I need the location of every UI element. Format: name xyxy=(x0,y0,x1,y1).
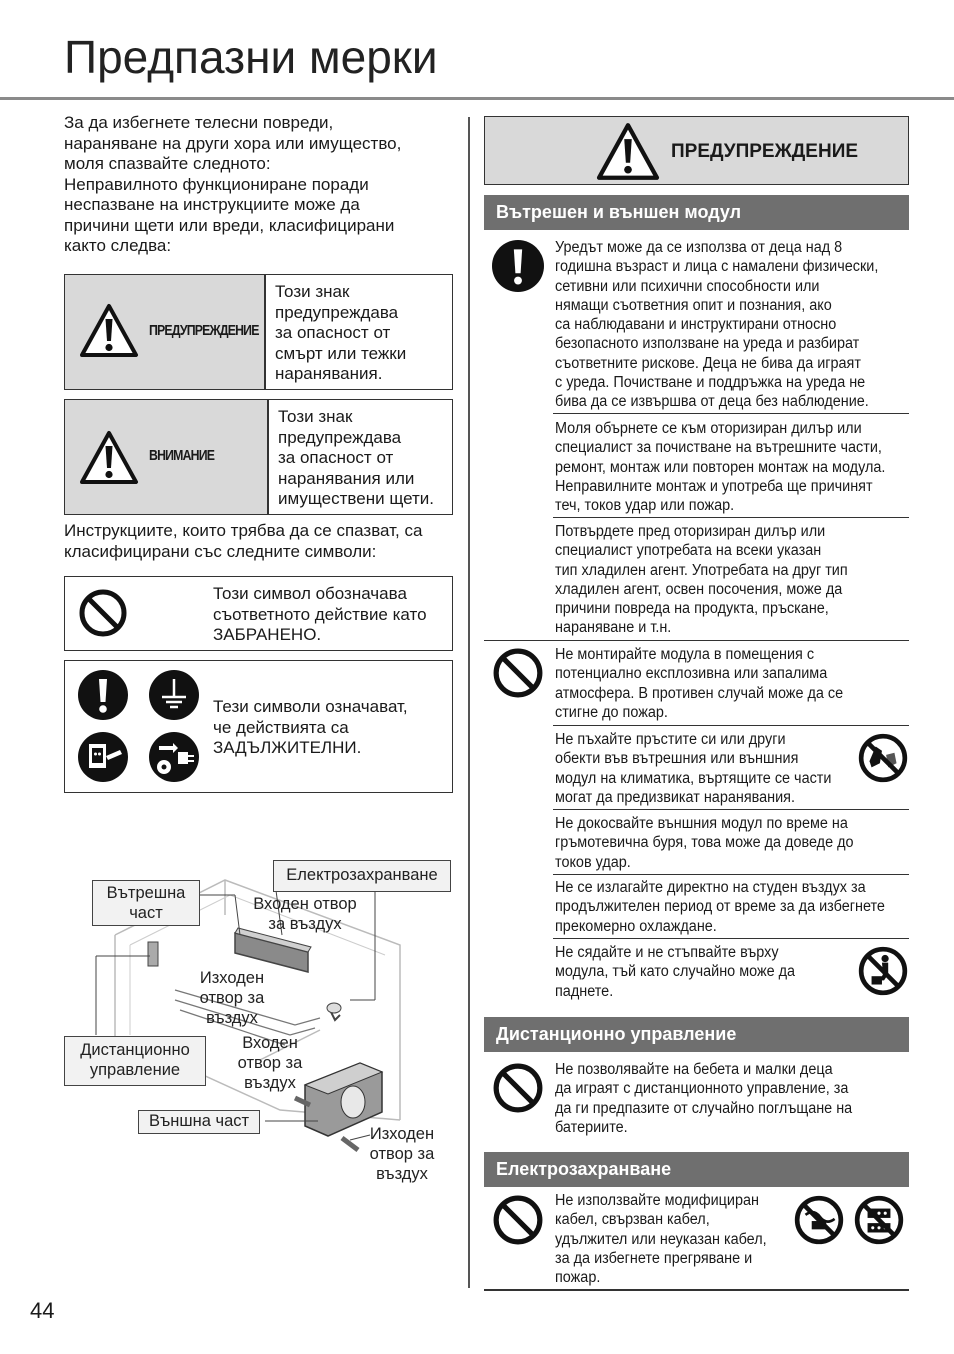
prohibited-description: Този символ обозначава съответното действие като ЗАБРАНЕНО. xyxy=(213,584,427,644)
divider xyxy=(553,413,909,414)
indoor-unit-label: Вътрешна част xyxy=(92,880,200,926)
s1-prohib-thunder: Не докосвайте външния модул по време на гръмотевична буря, това може да доведе до токов удар. xyxy=(555,815,854,871)
no-extension-cord-icon xyxy=(853,1194,905,1246)
mandatory-exclamation-icon xyxy=(78,670,128,720)
caution-label: ВНИМАНИЕ xyxy=(149,447,215,464)
symbols-intro: Инструкциите, които трябва да се спазват, са класифицирани със следните символи: xyxy=(64,521,423,561)
divider xyxy=(553,725,909,726)
warning-triangle-icon xyxy=(595,122,661,182)
unit-diagram xyxy=(60,850,460,1200)
s1-item-refrigerant: Потвърдете пред оторизиран дилър или специалист употребата на всеки указан тип хладилен агент. Употребата на друг тип хладилен агент, освен посочения, може да причини повреда на продукта, пръскане, нараняване и т.н. xyxy=(555,523,848,637)
warning-triangle-icon xyxy=(79,303,139,359)
intro-line: нараняване на други хора или имущество, xyxy=(64,133,402,153)
divider xyxy=(553,809,909,810)
s3-prohib-cable: Не използвайте модифициран кабел, свързван кабел, удължител или неуказан кабел, за да избегнете прегряване и пожар. xyxy=(555,1192,767,1287)
prohibited-icon xyxy=(492,1194,544,1246)
warning-classification-box xyxy=(64,274,453,390)
section-header-power: Електрозахранване xyxy=(484,1152,909,1187)
mandatory-exclamation-icon xyxy=(492,240,544,292)
intro-text xyxy=(64,113,401,257)
s1-prohib-climb: Не сядайте и не стъпвайте върху модула, тъй като случайно може да паднете. xyxy=(555,944,796,1000)
section-header-remote: Дистанционно управление xyxy=(484,1017,909,1052)
mandatory-symbol-box xyxy=(64,660,453,793)
prohibited-symbol-box xyxy=(64,576,453,651)
ground-icon xyxy=(149,670,199,720)
no-fingers-icon xyxy=(857,732,909,784)
s2-prohib-children: Не позволявайте на бебета и малки деца да играят с дистанционното управление, за да ги предпазите от случайно поглъщане на батериите. xyxy=(555,1061,853,1136)
no-climbing-icon xyxy=(857,945,909,997)
air-outlet-indoor-label: Изходен отвор за въздух xyxy=(199,969,265,1027)
caution-classification-box xyxy=(64,399,453,515)
disconnect-plug-icon xyxy=(149,732,199,782)
power-supply-label: Електрозахранване xyxy=(273,860,451,892)
air-inlet-top-label: Входен отвор за въздух xyxy=(253,895,357,933)
page-title: Предпазни мерки xyxy=(64,31,438,83)
intro-line: За да избегнете телесни повреди, xyxy=(64,113,334,132)
prohibited-icon xyxy=(78,588,128,638)
caution-description: Този знак предупреждава за опасност от наранявания или имуществени щети. xyxy=(278,407,435,508)
caution-triangle-icon xyxy=(79,430,139,486)
s1-item-dealer: Моля обърнете се към оторизиран дилър или специалист за почистване на вътрешните части, ремонт, монтаж или повторен монтаж на модула. Неправилните монтаж и употреба ще причинят теч, токов удар или пожар. xyxy=(555,420,886,515)
prohibited-icon xyxy=(492,1062,544,1114)
mandatory-description: Тези символи означават, че действията са ЗАДЪЛЖИТЕЛНИ. xyxy=(213,697,408,757)
s1-prohib-explosive: Не монтирайте модула в помещения с потенциално експлозивна или запалима атмосфера. В противен случай може да се стигне до пожар. xyxy=(555,646,844,721)
no-modified-cable-icon xyxy=(793,1194,845,1246)
s1-prohib-fingers: Не пъхайте пръстите си или други обекти във вътрешния или външния модул на климатика, въртящите се части могат да предизвикат наранявания. xyxy=(555,731,832,806)
prohibited-icon xyxy=(492,647,544,699)
intro-line: причини щети или вреди, класифицирани xyxy=(64,215,395,235)
title-rule xyxy=(0,97,954,100)
intro-line: както следва: xyxy=(64,236,172,255)
remote-control-label: Дистанционно управление xyxy=(64,1036,206,1086)
warning-header-label: ПРЕДУПРЕЖДЕНИЕ xyxy=(671,141,859,162)
plug-socket-icon xyxy=(78,732,128,782)
s1-item-children: Уредът може да се използва от деца над 8 годишна възраст и лица с намалени физически, сетивни или психични способности или нямащи съответния опит и познания, ако са наблюдавани и инструктирани относно безопасното използване на уреда и разбират съответните рискове. Деца не бива да играят с уреда. Почистване и поддръжка на уреда не бива да се извършва от деца без наблюдение. xyxy=(555,239,879,411)
divider xyxy=(484,1289,909,1291)
divider xyxy=(553,874,909,875)
column-divider xyxy=(468,117,470,1288)
intro-line: Неправилното функциониране поради xyxy=(64,174,369,194)
warning-label: ПРЕДУПРЕЖДЕНИЕ xyxy=(149,322,259,339)
divider xyxy=(553,938,909,939)
warning-description: Този знак предупреждава за опасност от смърт или тежки наранявания. xyxy=(275,282,407,383)
intro-line: моля спазвайте следното: xyxy=(64,154,271,173)
divider xyxy=(553,517,909,518)
divider xyxy=(484,640,909,641)
section-header-indoor-outdoor: Вътрешен и външен модул xyxy=(484,195,909,230)
warning-header-box xyxy=(484,116,909,185)
outdoor-unit-label: Външна част xyxy=(138,1110,260,1134)
s1-prohib-cold-air: Не се излагайте директно на студен въздух за продължителен период от време за да избегнете прекомерно охлаждане. xyxy=(555,879,885,935)
air-outlet-outdoor-label: Изходен отвор за въздух xyxy=(369,1125,435,1183)
intro-line: неспазване на инструкциите може да xyxy=(64,195,360,214)
page-number: 44 xyxy=(30,1298,55,1323)
air-inlet-outdoor-label: Входен отвор за въздух xyxy=(237,1034,303,1092)
